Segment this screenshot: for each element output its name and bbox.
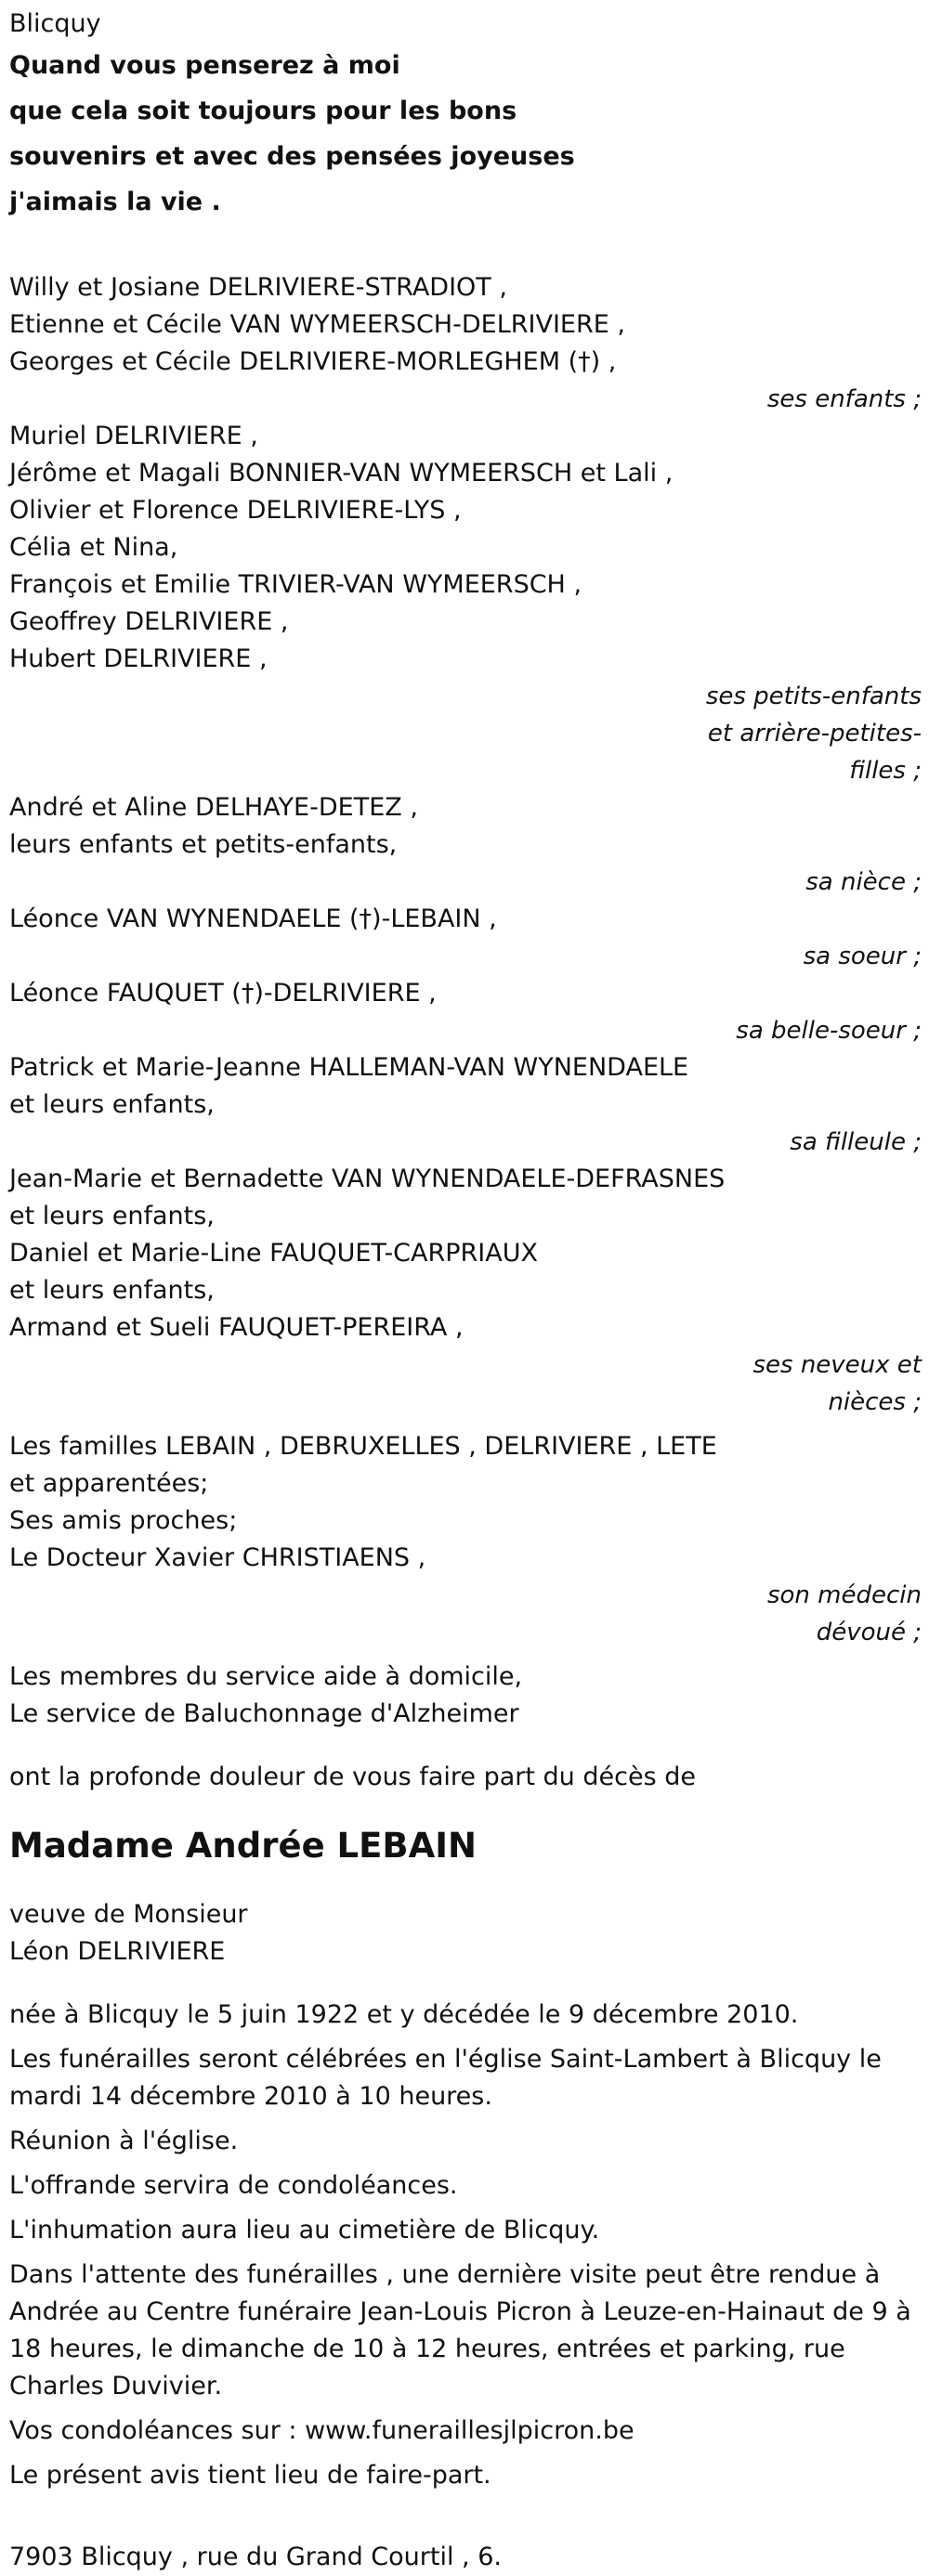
detail-paragraph: L'offrande servira de condoléances. [9, 2171, 458, 2200]
family-member: et leurs enfants, [9, 1202, 215, 1230]
family-member: Daniel et Marie-Line FAUQUET-CARPRIAUX [9, 1239, 539, 1268]
details [9, 1997, 922, 2494]
detail-paragraph: Les funérailles seront célébrées en l'église Saint-Lambert à Blicquy le mardi 14 décembre 2010 à 10 heures. [9, 2045, 882, 2111]
detail-paragraph: L'inhumation aura lieu au cimetière de Blicquy. [9, 2216, 600, 2244]
family-member: Léonce VAN WYNENDAELE (†)-LEBAIN , [9, 904, 497, 933]
family-member: Muriel DELRIVIERE , [9, 422, 258, 450]
widow-of-line: Léon DELRIVIERE [9, 1937, 226, 1966]
sister-in-law-group [9, 975, 922, 1049]
niece-group [9, 789, 922, 901]
family-member: Olivier et Florence DELRIVIERE-LYS , [9, 496, 462, 525]
detail-paragraph: Vos condoléances sur : www.funeraillesjlpicron.be [9, 2416, 635, 2445]
family-member: Célia et Nina, [9, 533, 178, 562]
detail-paragraph: Réunion à l'église. [9, 2127, 239, 2155]
poem-line: Quand vous penserez à moi [9, 51, 400, 80]
detail-paragraph: née à Blicquy le 5 juin 1922 et y décédée le 9 décembre 2010. [9, 2000, 799, 2029]
family-member: Jérôme et Magali BONNIER-VAN WYMEERSCH et Lali , [9, 459, 674, 488]
deceased-name: Madame Andrée LEBAIN [9, 1826, 477, 1866]
family-member: Le Docteur Xavier CHRISTIAENS , [9, 1543, 426, 1572]
family-member: Les membres du service aide à domicile, [9, 1662, 523, 1691]
others-group [9, 1428, 922, 1651]
address: 7903 Blicquy , rue du Grand Courtil , 6. [9, 2543, 502, 2571]
sister-group [9, 901, 922, 975]
poem-line: que cela soit toujours pour les bons [9, 97, 517, 125]
children-group [9, 269, 922, 418]
family-member: Patrick et Marie-Jeanne HALLEMAN-VAN WYNENDAELE [9, 1053, 689, 1082]
family-member: et apparentées; [9, 1469, 209, 1498]
doctor-role: son médecin [766, 1581, 922, 1609]
poem [9, 43, 922, 225]
family-member: Hubert DELRIVIERE , [9, 644, 268, 673]
grandchildren-role: ses petits-enfants [705, 683, 922, 710]
family-member: Jean-Marie et Bernadette VAN WYNENDAELE-DEFRASNES [9, 1164, 726, 1193]
family-member: Ses amis proches; [9, 1506, 238, 1535]
family-member: Geoffrey DELRIVIERE , [9, 607, 289, 636]
family-member: Willy et Josiane DELRIVIERE-STRADIOT , [9, 273, 507, 302]
family-member: André et Aline DELHAYE-DETEZ , [9, 793, 418, 822]
services-group [9, 1659, 922, 1733]
family-member: Léonce FAUQUET (†)-DELRIVIERE , [9, 979, 437, 1008]
children-role: ses enfants ; [766, 385, 922, 413]
nephews-group [9, 1161, 922, 1421]
detail-paragraph: Dans l'attente des funérailles , une dernière visite peut être rendue à Andrée au Centre funéraire Jean-Louis Picron à Leuze-en-Hainaut de 9 à 18 heures, le dimanche de 10 à 12 heures, entrées et parking, rue Charles Duvivier. [9, 2260, 911, 2400]
niece-role: sa nièce ; [805, 868, 922, 896]
widow-of [9, 1896, 922, 1971]
grandchildren-role: et arrière-petites- [707, 720, 922, 748]
grandchildren-group [9, 418, 922, 789]
family-member: Le service de Baluchonnage d'Alzheimer [9, 1699, 519, 1728]
family-member: et leurs enfants, [9, 1090, 215, 1119]
goddaughter-role: sa filleule ; [790, 1128, 922, 1156]
family-member: Georges et Cécile DELRIVIERE-MORLEGHEM (†) , [9, 347, 617, 376]
detail-paragraph: Le présent avis tient lieu de faire-part. [9, 2461, 491, 2490]
family-member: Les familles LEBAIN , DEBRUXELLES , DELRIVIERE , LETE [9, 1432, 717, 1461]
nephews-role: ses neveux et [752, 1351, 922, 1379]
goddaughter-group [9, 1049, 922, 1161]
family-member: Etienne et Cécile VAN WYMEERSCH-DELRIVIERE , [9, 310, 625, 339]
family-member: et leurs enfants, [9, 1276, 215, 1305]
family-member: François et Emilie TRIVIER-VAN WYMEERSCH , [9, 570, 582, 599]
doctor-role: dévoué ; [816, 1619, 922, 1646]
sister-in-law-role: sa belle-soeur ; [736, 1017, 922, 1045]
poem-line: j'aimais la vie . [9, 188, 221, 216]
sister-role: sa soeur ; [803, 943, 922, 970]
announcement: ont la profonde douleur de vous faire part du décès de [9, 1763, 696, 1791]
widow-of-line: veuve de Monsieur [9, 1900, 248, 1929]
nephews-role: nièces ; [828, 1388, 922, 1416]
grandchildren-role: filles ; [849, 757, 922, 785]
family-member: Armand et Sueli FAUQUET-PEREIRA , [9, 1313, 464, 1342]
location: Blicquy [9, 9, 101, 38]
poem-line: souvenirs et avec des pensées joyeuses [9, 142, 575, 171]
family-member: leurs enfants et petits-enfants, [9, 830, 398, 859]
